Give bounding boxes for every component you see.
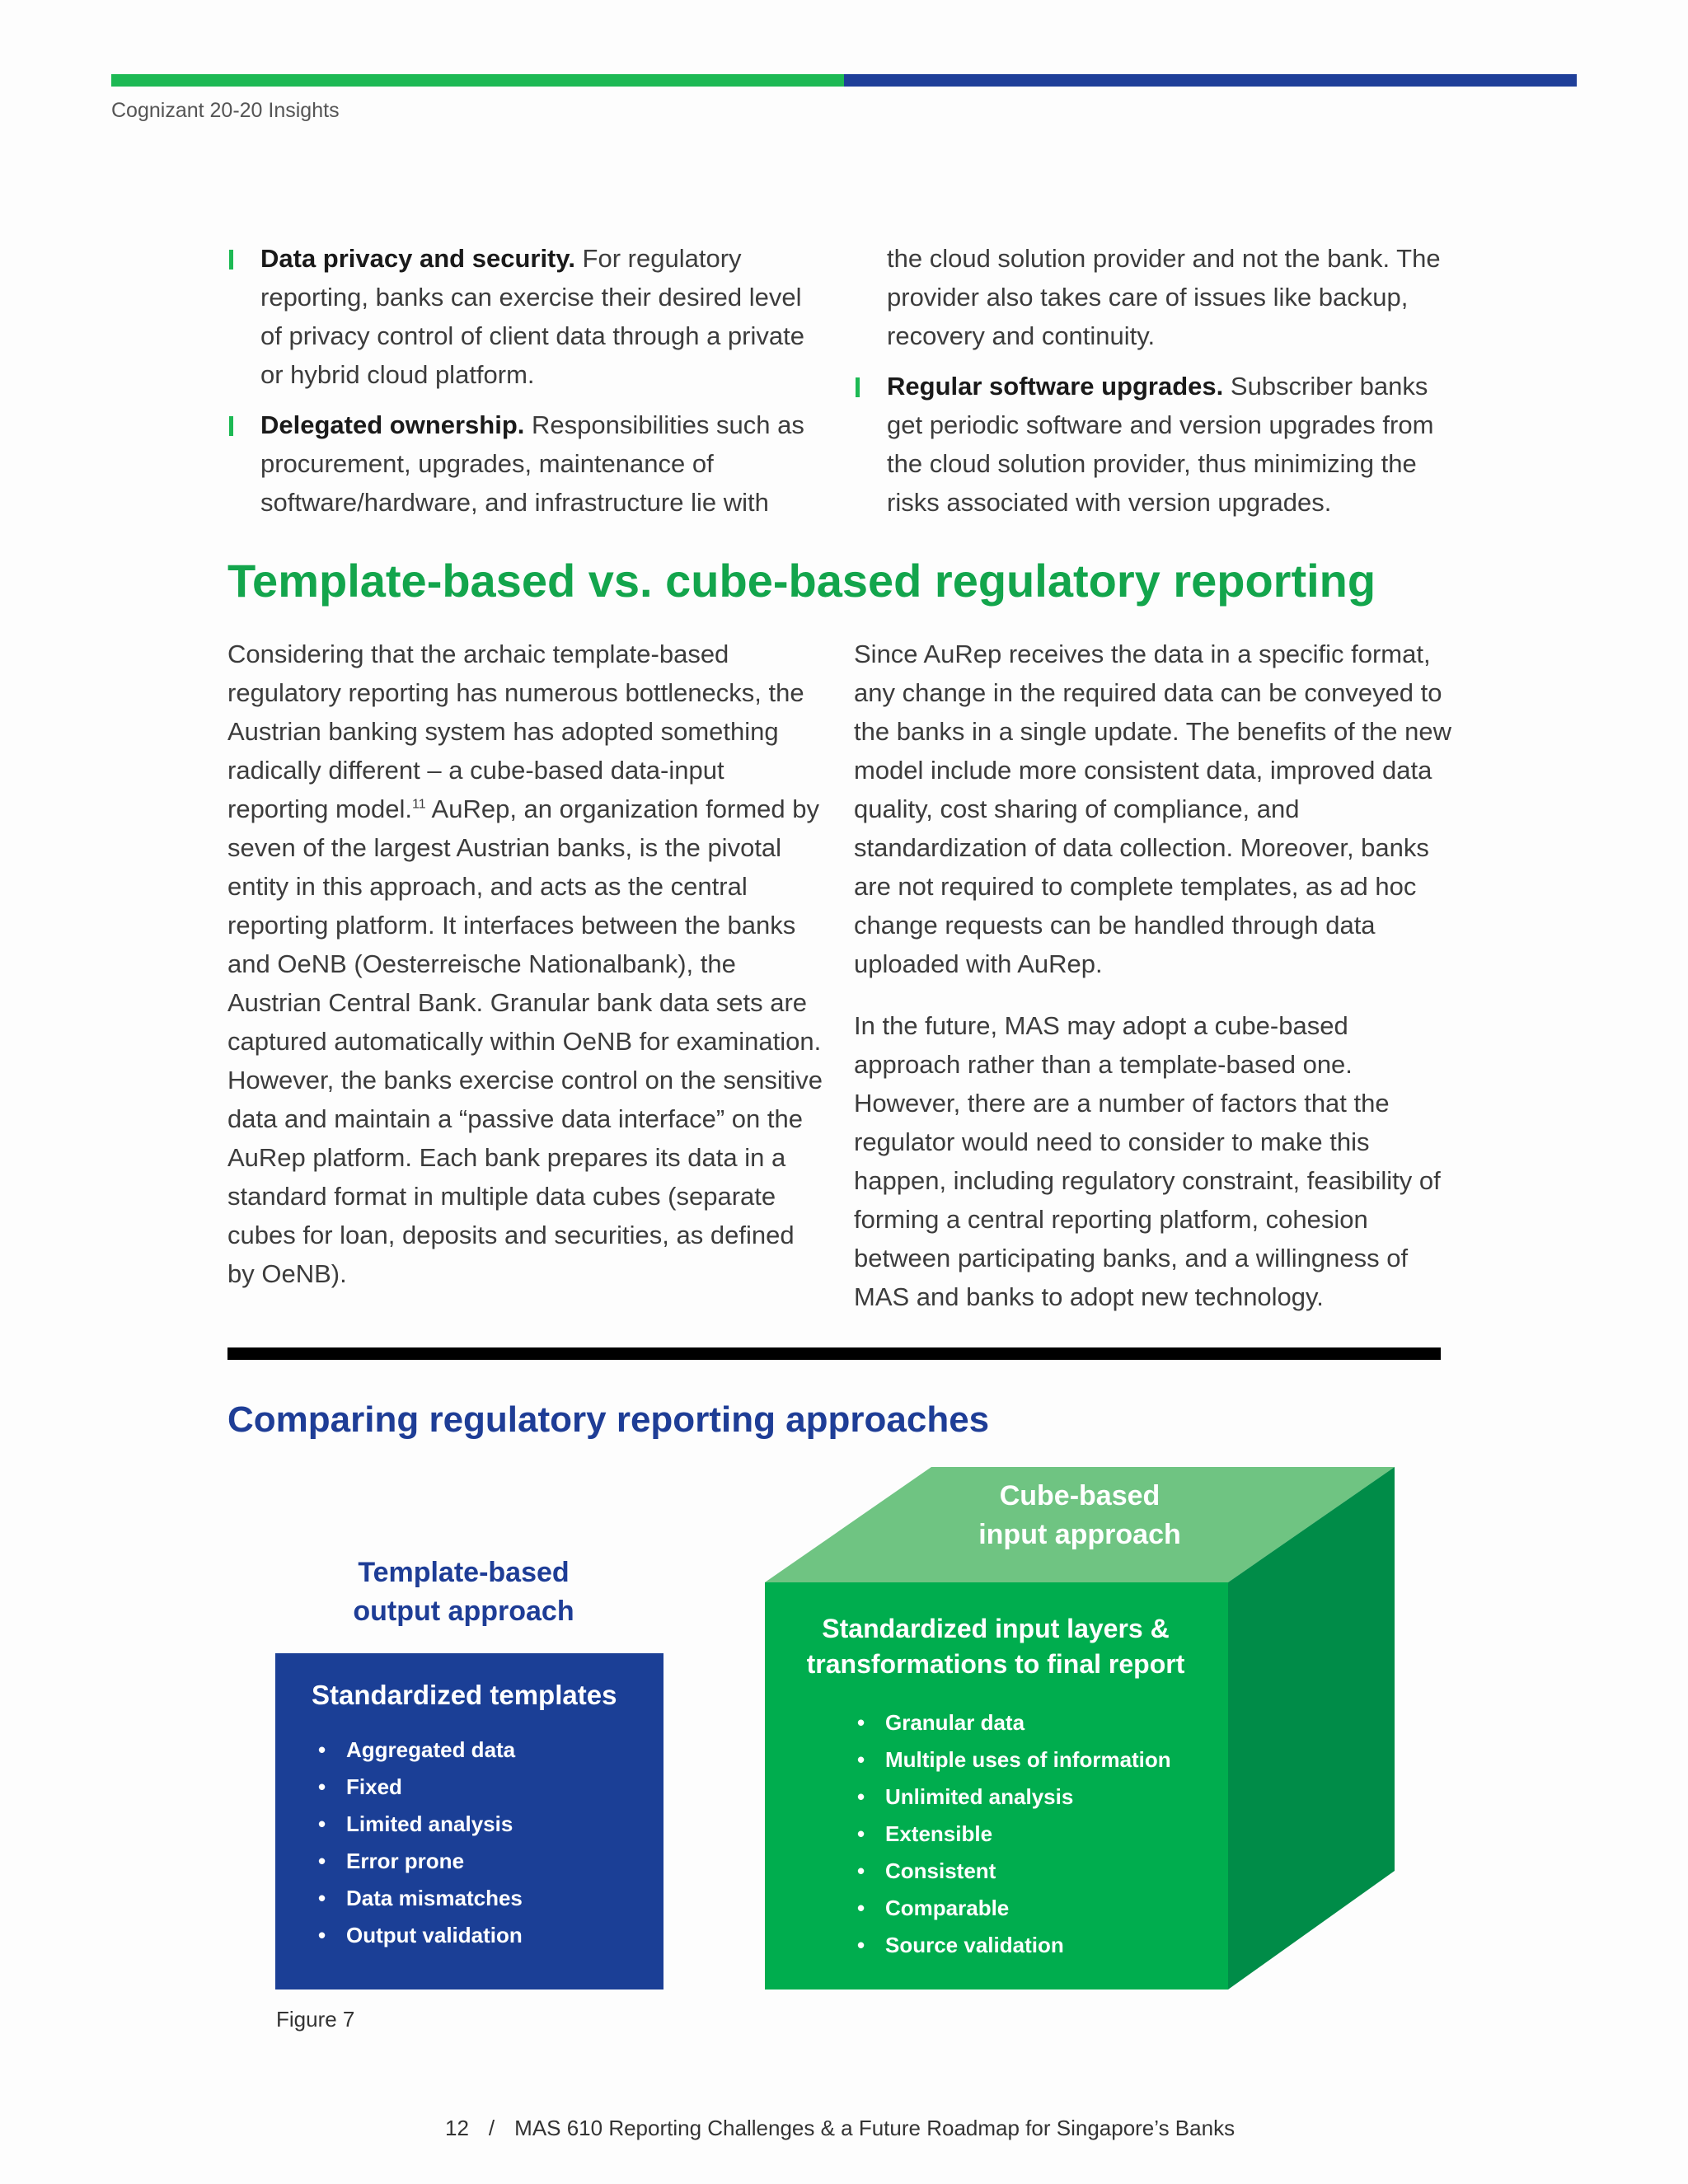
footer-separator: / [488, 2116, 495, 2140]
bullet-software-upgrades [854, 367, 1456, 522]
template-heading-line2: output approach [353, 1596, 574, 1627]
bullet-marker [856, 377, 860, 397]
bullet-dot: • [857, 1747, 865, 1772]
bullet-dot: • [318, 1811, 326, 1836]
cube-front-line2: transformations to final report [806, 1649, 1185, 1679]
bullet-text: For regulatory reporting, banks can exercise their desired level of privacy control of client data through a private or hybrid cloud platform. [260, 244, 804, 389]
bullet-dot: • [857, 1896, 865, 1920]
cube-front-title [765, 1611, 1226, 1682]
bullet-data-privacy [227, 239, 823, 394]
list-item-text: Aggregated data [346, 1737, 516, 1762]
bullet-marker [229, 250, 233, 269]
paragraph-text: Considering that the archaic template-based regulatory reporting has numerous bottlenecks, the Austrian banking system has adopted something radically different – a cube-based data-input reporting model. [227, 640, 804, 823]
running-head: Cognizant 20-20 Insights [111, 99, 340, 122]
cube-heading-line2: input approach [978, 1519, 1181, 1550]
list-item [312, 1769, 523, 1806]
template-feature-list [312, 1732, 523, 1954]
bullet-dot: • [318, 1886, 326, 1910]
cube-feature-list [851, 1704, 1171, 1964]
list-item [851, 1927, 1171, 1964]
template-approach-heading [276, 1554, 651, 1631]
body-paragraph: In the future, MAS may adopt a cube-based approach rather than a template-based one. However, there are a number of factors that the regulator would need to consider to make this happen, including regulatory constraint, feasibility of forming a central reporting platform, cohesion between participating banks, and a willingness of MAS and banks to adopt new technology. [854, 1011, 1441, 1311]
list-item [851, 1779, 1171, 1816]
cube-heading-line1: Cube-based [999, 1480, 1160, 1511]
footnote-ref: 11 [412, 797, 426, 812]
bullet-dot: • [857, 1710, 865, 1735]
bullet-term: Data privacy and security. [260, 244, 575, 273]
cube-approach-heading [915, 1477, 1245, 1554]
bullet-delegated-ownership [227, 405, 823, 522]
bullet-marker [229, 416, 233, 436]
list-item-text: Consistent [885, 1858, 996, 1883]
list-item-text: Unlimited analysis [885, 1784, 1074, 1809]
body-right-column [854, 635, 1456, 1339]
figure-title: Comparing regulatory reporting approaches [227, 1399, 990, 1440]
bullet-term: Delegated ownership. [260, 410, 525, 439]
list-item-text: Granular data [885, 1710, 1025, 1735]
list-item [312, 1843, 523, 1880]
list-item [851, 1741, 1171, 1779]
list-item-text: Comparable [885, 1896, 1010, 1920]
bullet-dot: • [857, 1821, 865, 1846]
paragraph-text-cont: AuRep, an organization formed by seven of the largest Austrian banks, is the pivotal entity in this approach, and acts as the central reporting platform. It interfaces between the banks and OeNB (Oesterreische Nationalbank), the Austrian Central Bank. Granular bank data sets are captured automatically within OeNB for examination. However, the banks exercise control on the sensitive data and maintain a “passive data interface” on the AuRep platform. Each bank prepares its data in a standard format in multiple data cubes (separate cubes for loan, deposits and securities, as defined by OeNB). [227, 794, 823, 1288]
document-title: MAS 610 Reporting Challenges & a Future Roadmap for Singapore’s Banks [514, 2116, 1236, 2140]
list-item [312, 1732, 523, 1769]
list-item [851, 1853, 1171, 1890]
list-item-text: Source validation [885, 1933, 1064, 1957]
list-item-text: Data mismatches [346, 1886, 523, 1910]
list-item-text: Error prone [346, 1849, 465, 1873]
list-item-text: Fixed [346, 1774, 402, 1799]
list-item [312, 1806, 523, 1843]
bullet-term: Regular software upgrades. [887, 372, 1224, 401]
list-item [851, 1816, 1171, 1853]
list-item [851, 1704, 1171, 1741]
template-box-title: Standardized templates [312, 1680, 617, 1710]
list-item [851, 1890, 1171, 1927]
bullet-dot: • [318, 1923, 326, 1947]
body-paragraph: Since AuRep receives the data in a specific format, any change in the required data can be conveyed to the banks in a single update. The benefits of the new model include more consistent data, improved data quality, cost sharing of compliance, and standardization of data collection. Moreover, banks are not required to complete templates, as ad hoc change requests can be handled through data uploaded with AuRep. [854, 640, 1451, 978]
body-left-column [227, 635, 823, 1316]
cube-front-line1: Standardized input layers & [822, 1614, 1170, 1643]
bullet-dot: • [318, 1737, 326, 1762]
bullet-dot: • [857, 1784, 865, 1809]
continuation-text: the cloud solution provider and not the bank. The provider also takes care of issues like backup, recovery and continuity. [887, 244, 1441, 350]
bullet-dot: • [857, 1858, 865, 1883]
list-item-text: Multiple uses of information [885, 1747, 1171, 1772]
header-rule-green [111, 74, 844, 87]
list-item-text: Extensible [885, 1821, 993, 1846]
page-footer [445, 2116, 1235, 2141]
figure-divider [227, 1347, 1441, 1360]
list-item [312, 1880, 523, 1917]
list-item-text: Limited analysis [346, 1811, 513, 1836]
bullet-dot: • [318, 1774, 326, 1799]
header-rule-blue [844, 74, 1577, 87]
template-heading-line1: Template-based [358, 1557, 570, 1588]
bullet-dot: • [857, 1933, 865, 1957]
bullet-dot: • [318, 1849, 326, 1873]
bullet-text: Responsibilities such as procurement, upgrades, maintenance of software/hardware, and infrastructure lie with [260, 410, 804, 517]
top-right-column [854, 239, 1456, 533]
section-heading: Template-based vs. cube-based regulatory reporting [227, 555, 1376, 607]
body-paragraph [227, 635, 823, 1293]
page-number: 12 [445, 2116, 469, 2140]
list-item [312, 1917, 523, 1954]
list-item-text: Output validation [346, 1923, 523, 1947]
bullet-text: Subscriber banks get periodic software and version upgrades from the cloud solution provider, thus minimizing the risks associated with version upgrades. [887, 372, 1434, 517]
figure-caption: Figure 7 [276, 2007, 355, 2032]
template-box [275, 1653, 663, 1990]
top-left-column [227, 239, 823, 533]
